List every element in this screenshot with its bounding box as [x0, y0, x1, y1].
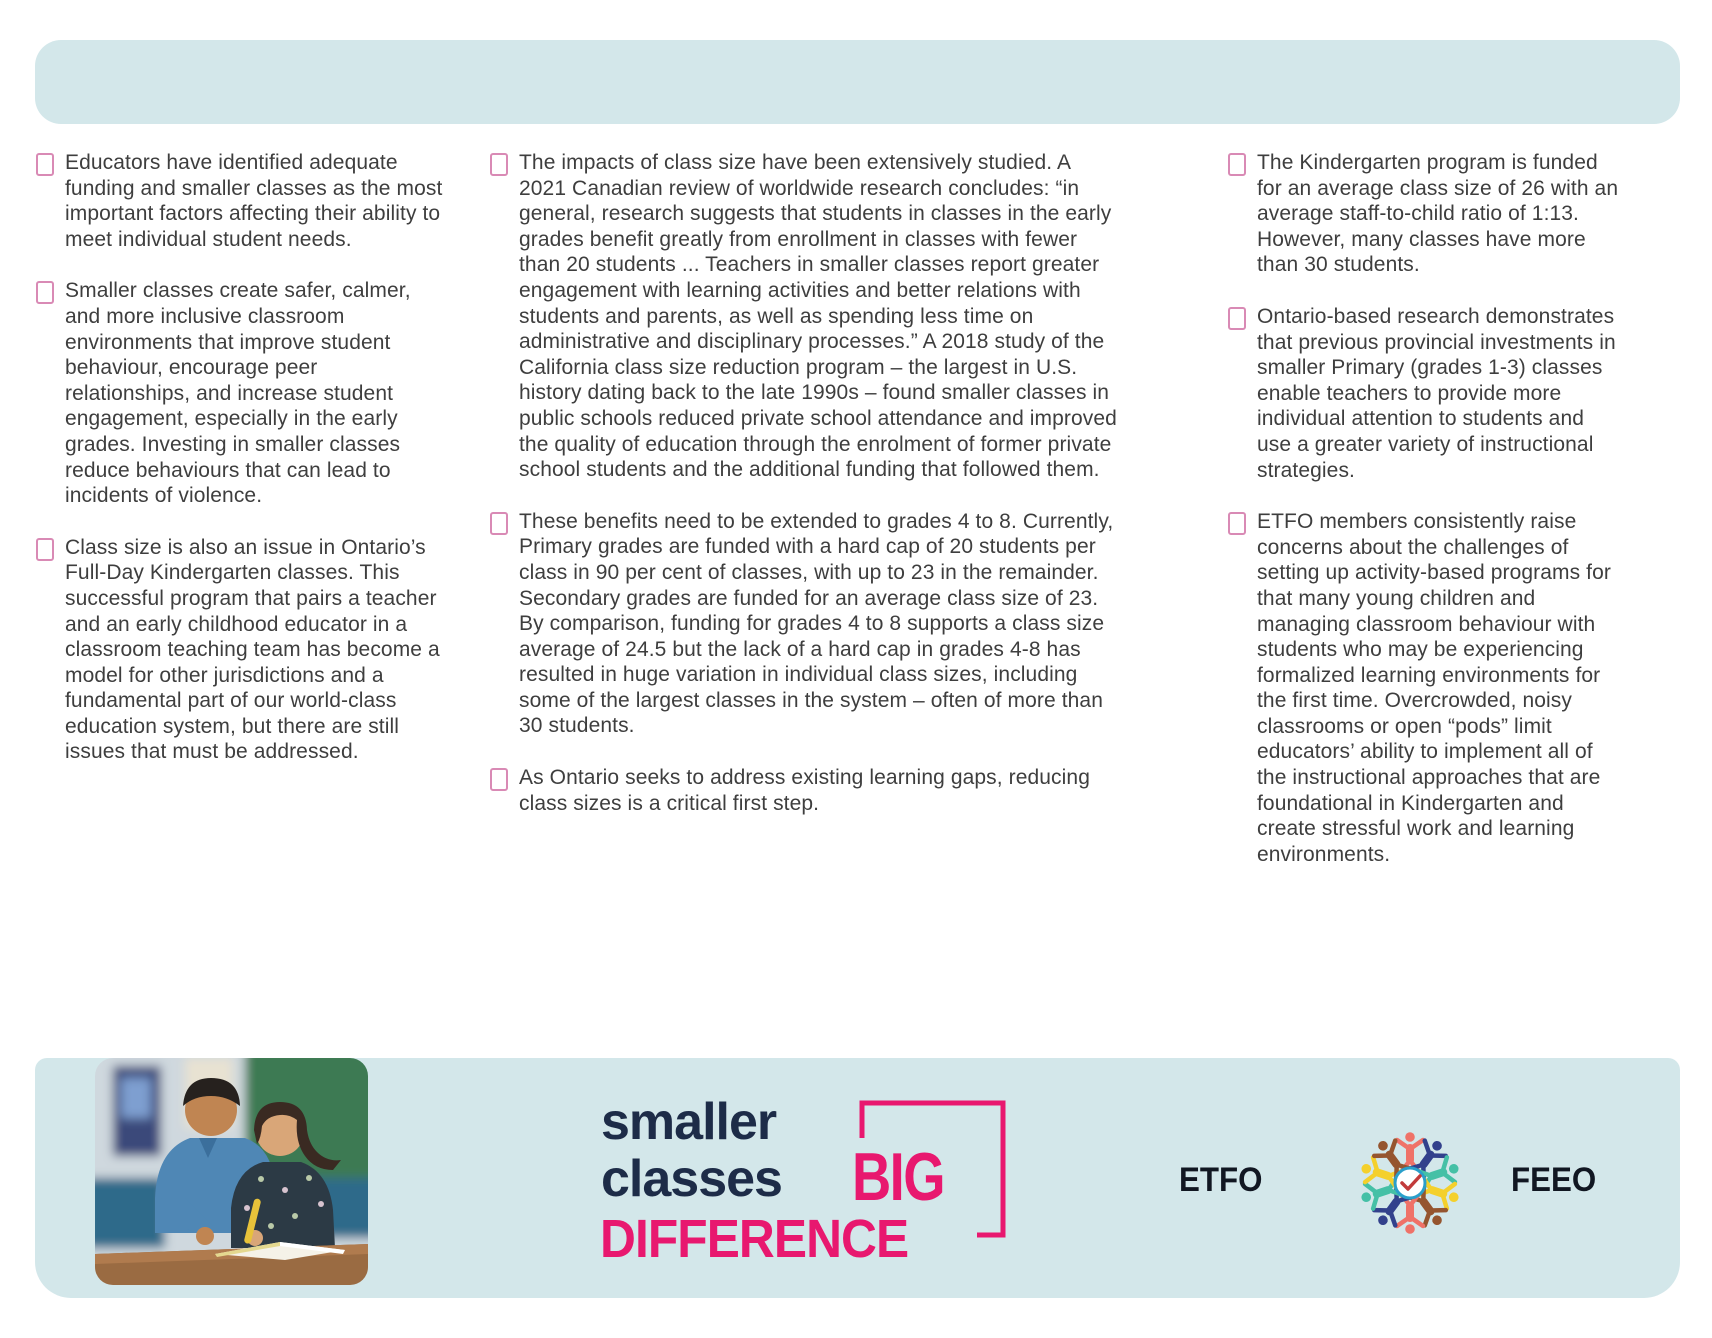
checkbox-bullet-icon: [490, 153, 508, 176]
bullet-item: [490, 509, 1118, 739]
bullet-item: [1228, 150, 1624, 278]
column-right: [1228, 150, 1624, 867]
logo-word-smaller: smaller: [601, 1093, 777, 1151]
logo-word-big: BIG: [852, 1139, 944, 1215]
bullet-text: Ontario-based research demonstrates that previous provincial investments in smaller Primary (grades 1-3) classes enable teachers to provide more individual attention to students and use a greater variety of instructional strategies.: [1257, 304, 1616, 482]
footer-band: [35, 1058, 1680, 1298]
checkbox-bullet-icon: [36, 538, 54, 561]
checkbox-bullet-icon: [490, 512, 508, 535]
classroom-photo-illustration: [95, 1058, 368, 1285]
bullet-text: Educators have identified adequate funding and smaller classes as the most important factors affecting their ability to meet individual student needs.: [65, 151, 443, 251]
bullet-text: The Kindergarten program is funded for an average class size of 26 with an average staff-to-child ratio of 1:13. However, many classes have more than 30 students.: [1257, 151, 1619, 277]
column-left: [36, 150, 444, 765]
logo-smaller-classes: [601, 1094, 782, 1208]
header-band: [35, 40, 1680, 124]
bullet-item: [1228, 509, 1624, 867]
bullet-text: The impacts of class size have been extensively studied. A 2021 Canadian review of worldwide research concludes: “in general, research suggests that students in classes in the early grades benefit greatly from enrollment in classes with fewer than 20 students ... Teachers in smaller classes report greater engagement with learning activities and better relations with students and parents, as well as spending less time on administrative and disciplinary processes.” A 2018 study of the California class size reduction program – the largest in U.S. history dating back to the late 1990s – found smaller classes in public schools reduced private school attendance and improved the quality of education through the enrolment of former private school students and the additional funding that followed them.: [519, 151, 1117, 482]
bullet-text: These benefits need to be extended to grades 4 to 8. Currently, Primary grades are funded with a hard cap of 20 students per class in 90 per cent of classes, with up to 23 in the remainder. Secondary grades are funded for an average class size of 23. By comparison, funding for grades 4 to 8 supports a class size average of 24.5 but the lack of a hard cap in grades 4-8 has resulted in huge variation in individual class sizes, including some of the largest classes in the system – often of more than 30 students.: [519, 509, 1114, 738]
checkbox-bullet-icon: [1228, 307, 1246, 330]
bullet-text: Class size is also an issue in Ontario’s Full-Day Kindergarten classes. This successful program that pairs a teacher and an early childhood educator in a classroom teaching team has become a model for other jurisdictions and a fundamental part of our world-class education system, but there are still issues that must be addressed.: [65, 535, 440, 764]
checkbox-bullet-icon: [1228, 512, 1246, 535]
bullet-text: Smaller classes create safer, calmer, and more inclusive classroom environments that improve student behaviour, encourage peer relationships, and increase student engagement, especially in the early grades. Investing in smaller classes reduce behaviours that can lead to incidents of violence.: [65, 279, 411, 508]
checkbox-bullet-icon: [36, 281, 54, 304]
bullet-item: [490, 765, 1118, 816]
teacher-student-photo: [95, 1058, 368, 1285]
bullet-text: As Ontario seeks to address existing learning gaps, reducing class sizes is a critical first step.: [519, 766, 1090, 815]
org-label-feeo: FEEO: [1511, 1161, 1597, 1199]
bullet-item: [36, 535, 444, 765]
bullet-item: [36, 278, 444, 508]
logo-word-difference: DIFFERENCE: [600, 1209, 909, 1269]
column-middle: [490, 150, 1118, 816]
checkbox-bullet-icon: [490, 768, 508, 791]
bullet-item: [490, 150, 1118, 483]
checkbox-bullet-icon: [1228, 153, 1246, 176]
logo-word-classes: classes: [601, 1150, 782, 1208]
etfo-people-circle-logo: [1353, 1126, 1467, 1240]
bullet-item: [1228, 304, 1624, 483]
org-label-etfo: ETFO: [1179, 1161, 1263, 1199]
bullet-item: [36, 150, 444, 252]
bullet-text: ETFO members consistently raise concerns about the challenges of setting up activity-based programs for that many young children and managing classroom behaviour with students who may be experiencing formalized learning environments for the first time. Overcrowded, noisy classrooms or open “pods” limit educators’ ability to implement all of the instructional approaches that are foundational in Kindergarten and create stressful work and learning environments.: [1257, 510, 1611, 866]
checkbox-bullet-icon: [36, 153, 54, 176]
